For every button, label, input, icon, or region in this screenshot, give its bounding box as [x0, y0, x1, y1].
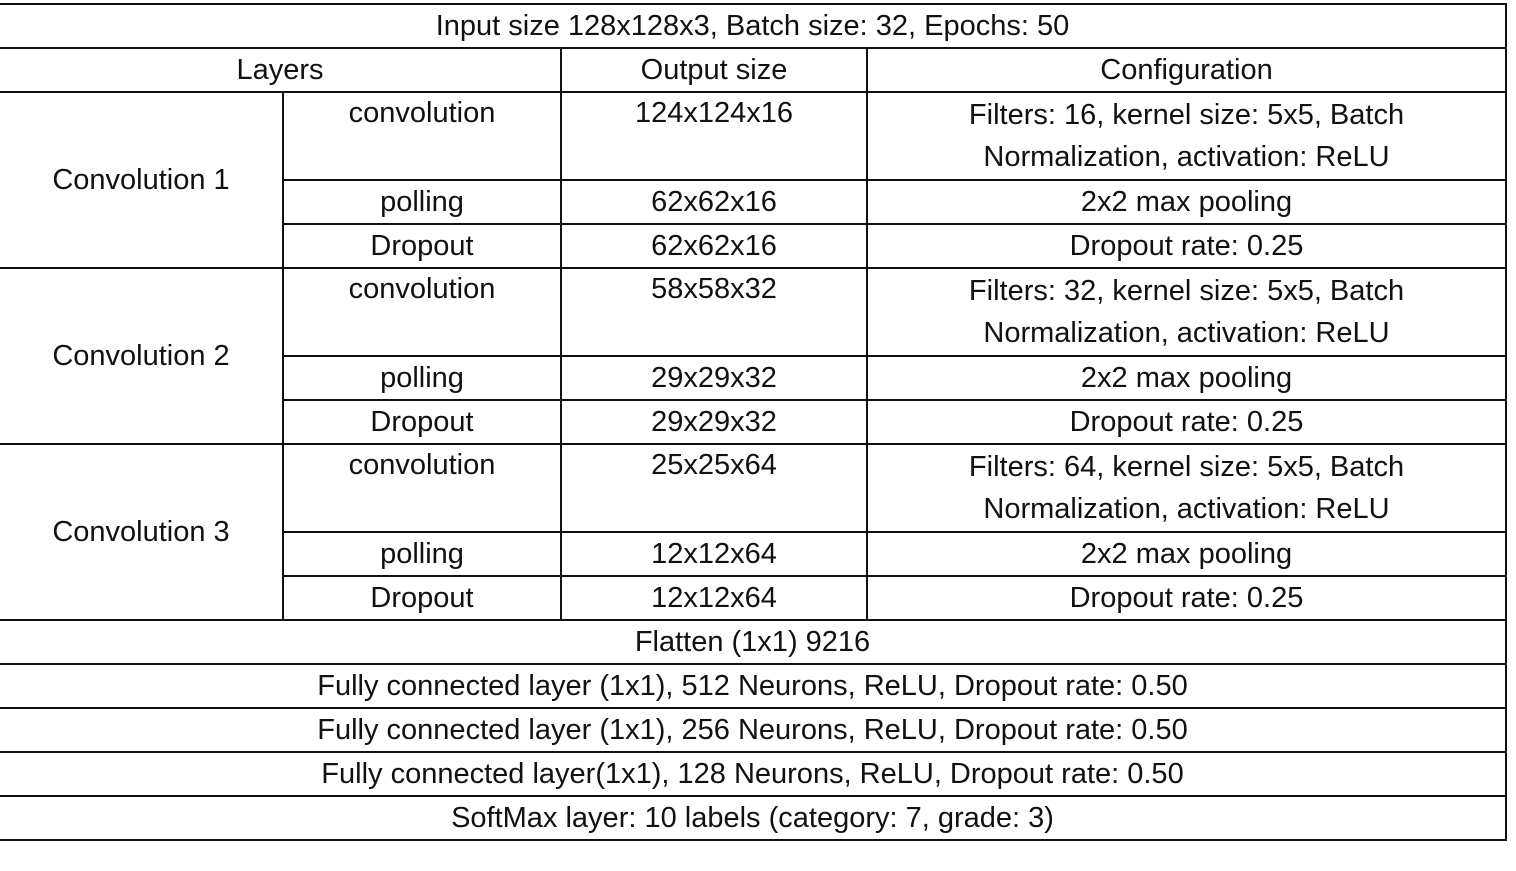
header-output-size: Output size: [561, 48, 867, 92]
config-cell: Dropout rate: 0.25: [867, 400, 1506, 444]
fc-layer-512: Fully connected layer (1x1), 512 Neurons, ReLU, Dropout rate: 0.50: [0, 664, 1506, 708]
config-cell: 2x2 max pooling: [867, 356, 1506, 400]
footer-row: [0, 620, 1506, 664]
output-cell: 25x25x64: [561, 444, 867, 532]
config-cell: Filters: 16, kernel size: 5x5, Batch Normalization, activation: ReLU: [867, 92, 1506, 180]
output-cell: 12x12x64: [561, 532, 867, 576]
table-title: Input size 128x128x3, Batch size: 32, Epochs: 50: [0, 4, 1506, 48]
config-cell: 2x2 max pooling: [867, 180, 1506, 224]
config-cell: Filters: 32, kernel size: 5x5, Batch Normalization, activation: ReLU: [867, 268, 1506, 356]
fc-layer-128: Fully connected layer(1x1), 128 Neurons, ReLU, Dropout rate: 0.50: [0, 752, 1506, 796]
table-row: [0, 268, 1506, 356]
output-cell: 62x62x16: [561, 224, 867, 268]
output-cell: 29x29x32: [561, 356, 867, 400]
footer-row: [0, 796, 1506, 840]
layer-cell: convolution: [283, 444, 561, 532]
softmax-layer: SoftMax layer: 10 labels (category: 7, grade: 3): [0, 796, 1506, 840]
layer-cell: convolution: [283, 268, 561, 356]
block-name: Convolution 1: [0, 92, 283, 268]
layer-cell: Dropout: [283, 400, 561, 444]
output-cell: 124x124x16: [561, 92, 867, 180]
config-cell: 2x2 max pooling: [867, 532, 1506, 576]
layer-cell: Dropout: [283, 224, 561, 268]
output-cell: 29x29x32: [561, 400, 867, 444]
header-layers: Layers: [0, 48, 561, 92]
config-cell: Filters: 64, kernel size: 5x5, Batch Normalization, activation: ReLU: [867, 444, 1506, 532]
fc-layer-256: Fully connected layer (1x1), 256 Neurons, ReLU, Dropout rate: 0.50: [0, 708, 1506, 752]
config-cell: Dropout rate: 0.25: [867, 576, 1506, 620]
table-row: [0, 444, 1506, 532]
table-row: [0, 92, 1506, 180]
footer-row: [0, 708, 1506, 752]
title-row: [0, 4, 1506, 48]
output-cell: 62x62x16: [561, 180, 867, 224]
layer-cell: polling: [283, 532, 561, 576]
block-name: Convolution 2: [0, 268, 283, 444]
layer-cell: polling: [283, 356, 561, 400]
table-container: [0, 3, 1507, 841]
layer-cell: polling: [283, 180, 561, 224]
layer-cell: Dropout: [283, 576, 561, 620]
output-cell: 58x58x32: [561, 268, 867, 356]
cnn-architecture-table: [0, 3, 1507, 841]
header-configuration: Configuration: [867, 48, 1506, 92]
output-cell: 12x12x64: [561, 576, 867, 620]
block-name: Convolution 3: [0, 444, 283, 620]
header-row: [0, 48, 1506, 92]
footer-row: [0, 664, 1506, 708]
footer-row: [0, 752, 1506, 796]
flatten-layer: Flatten (1x1) 9216: [0, 620, 1506, 664]
config-cell: Dropout rate: 0.25: [867, 224, 1506, 268]
layer-cell: convolution: [283, 92, 561, 180]
